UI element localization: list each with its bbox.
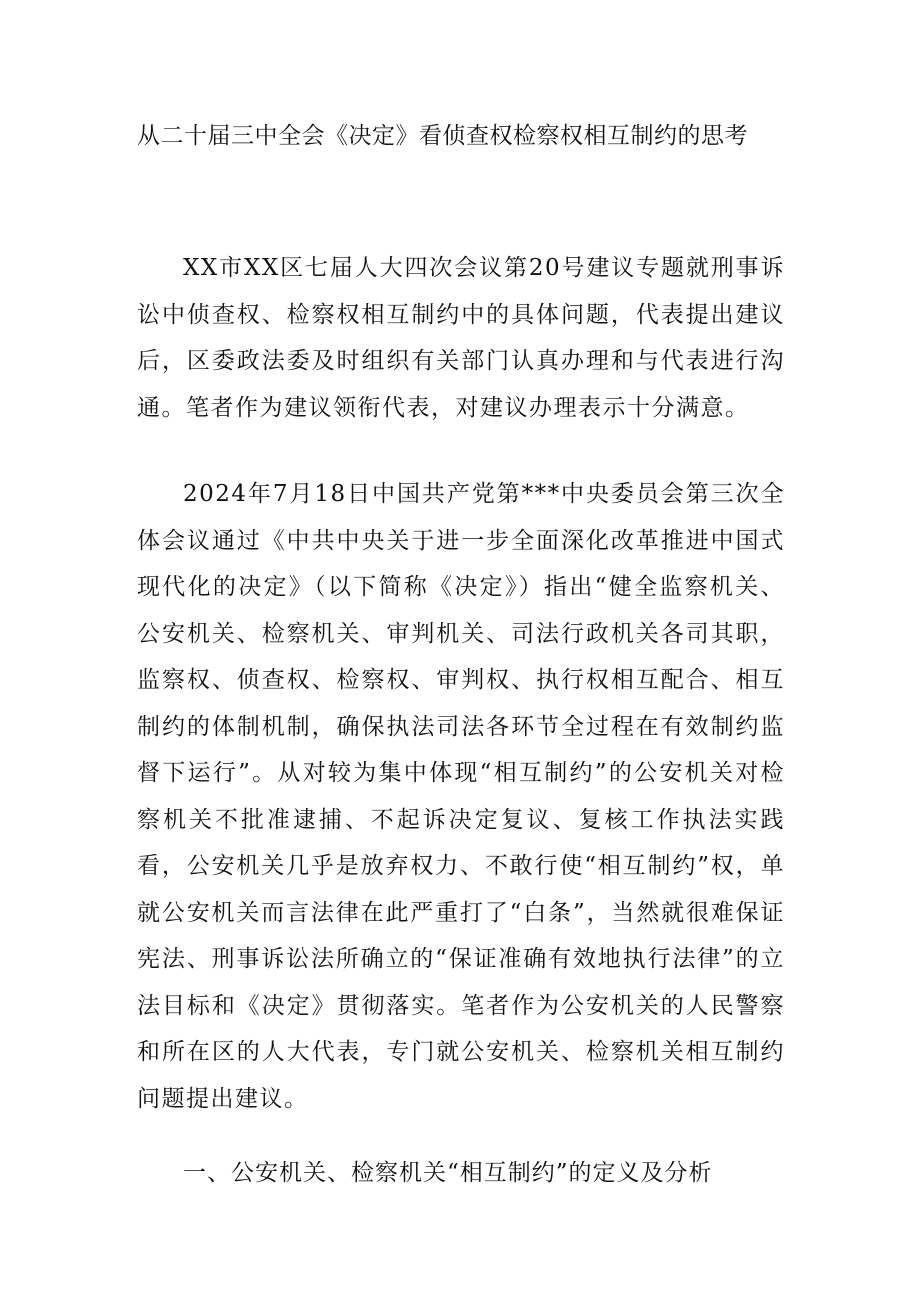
- paragraph-decision: 2024年7月18日中国共产党第***中央委员会第三次全体会议通过《中共中央关于进一步全面深化改革推进中国式现代化的决定》（以下简称《决定》）指出“健全监察机关、公安机关、检察机关、审判机关、司法行政机关各司其职，监察权、侦查权、检察权、审判权、执行权相互配合、相互制约的体制机制，确保执法司法各环节全过程在有效制约监督下运行”。从对较为集中体现“相互制约”的公安机关对检察机关不批准逮捕、不起诉决定复议、复核工作执法实践看，公安机关几乎是放弃权力、不敢行使“相互制约”权，单就公安机关而言法律在此严重打了“白条”，当然就很难保证宪法、刑事诉讼法所确立的“保证准确有效地执行法律”的立法目标和《决定》贯彻落实。笔者作为公安机关的人民警察和所在区的人大代表，专门就公安机关、检察机关相互制约问题提出建议。: [137, 481, 785, 1112]
- document-title: 从二十届三中全会《决定》看侦查权检察权相互制约的思考: [137, 123, 748, 149]
- section-heading: 一、公安机关、检察机关“相互制约”的定义及分析: [183, 1160, 713, 1186]
- paragraph-intro: XX市XX区七届人大四次会议第20号建议专题就刑事诉讼中侦查权、检察权相互制约中的具体问题，代表提出建议后，区委政法委及时组织有关部门认真办理和与代表进行沟通。笔者作为建议领衔代表，对建议办理表示十分满意。: [137, 255, 785, 421]
